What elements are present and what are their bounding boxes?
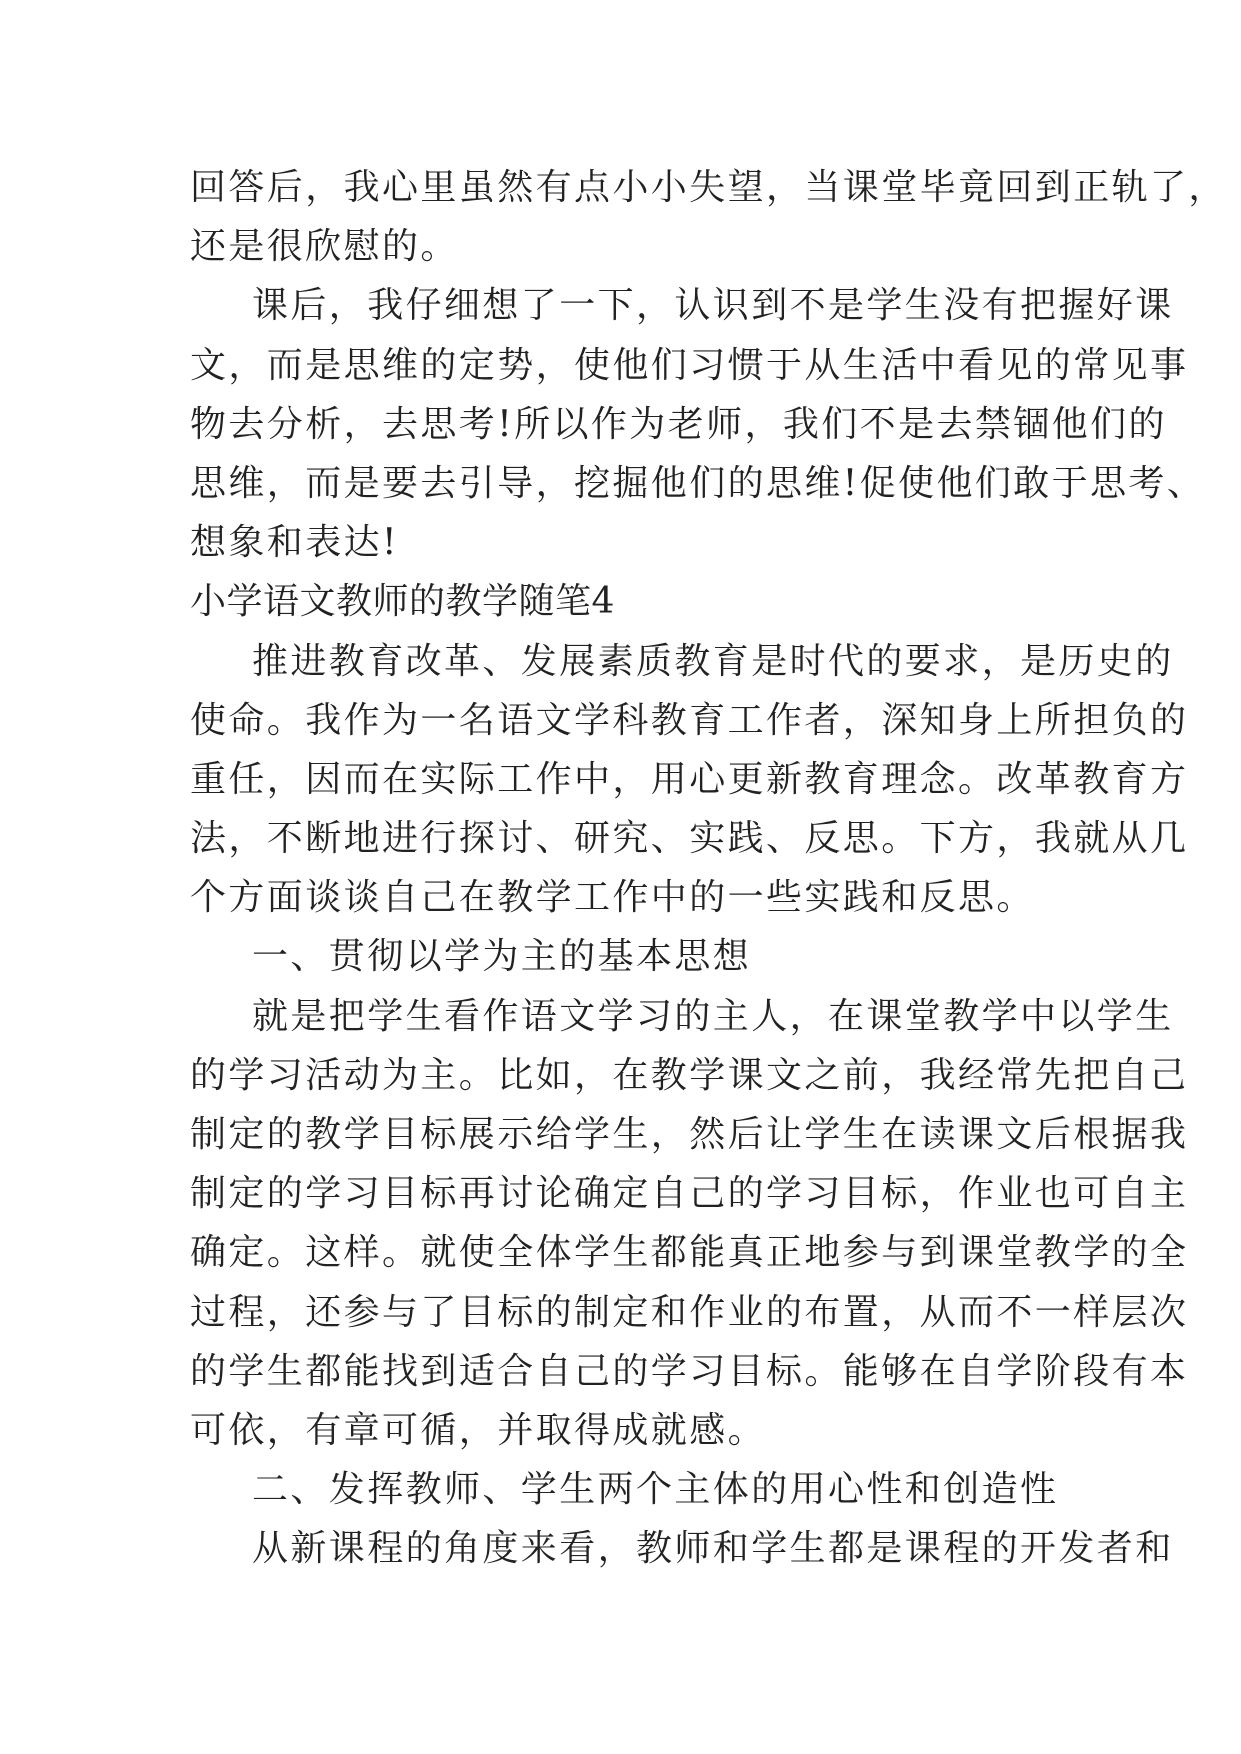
body-line: 文，而是思维的定势，使他们习惯于从生活中看见的常见事 (190, 344, 1189, 386)
body-line: 过程，还参与了目标的制定和作业的布置，从而不一样层次 (190, 1291, 1189, 1333)
body-line: 法，不断地进行探讨、研究、实践、反思。下方，我就从几 (190, 818, 1189, 860)
paragraph-start-line: 推进教育改革、发展素质教育是时代的要求，是历史的 (252, 640, 1174, 682)
body-line: 制定的学习目标再讨论确定自己的学习目标，作业也可自主 (190, 1173, 1189, 1215)
paragraph-start-line: 课后，我仔细想了一下，认识到不是学生没有把握好课 (252, 285, 1174, 327)
body-line: 的学习活动为主。比如，在教学课文之前，我经常先把自己 (190, 1054, 1189, 1096)
body-line: 个方面谈谈自己在教学工作中的一些实践和反思。 (190, 877, 1035, 919)
body-line: 的学生都能找到适合自己的学习目标。能够在自学阶段有本 (190, 1350, 1189, 1392)
body-line: 想象和表达! (190, 522, 399, 564)
body-line: 物去分析，去思考!所以作为老师，我们不是去禁锢他们的 (190, 403, 1167, 445)
body-line: 制定的教学目标展示给学生，然后让学生在读课文后根据我 (190, 1114, 1189, 1155)
paragraph-start-line: 就是把学生看作语文学习的主人，在课堂教学中以学生 (252, 995, 1174, 1037)
body-line: 还是很欣慰的。 (190, 226, 459, 268)
body-line: 确定。这样。就使全体学生都能真正地参与到课堂教学的全 (190, 1232, 1189, 1274)
subheading-line: 一、贯彻以学为主的基本思想 (252, 936, 752, 978)
paragraph-start-line: 从新课程的角度来看，教师和学生都是课程的开发者和 (252, 1528, 1174, 1570)
body-line: 使命。我作为一名语文学科教育工作者，深知身上所担负的 (190, 699, 1189, 741)
body-line: 可依，有章可循，并取得成就感。 (190, 1409, 767, 1451)
body-line: 思维，而是要去引导，挖掘他们的思维!促使他们敢于思考、 (190, 462, 1206, 504)
document-body (190, 158, 1227, 1579)
subheading-line: 二、发挥教师、学生两个主体的用心性和创造性 (252, 1469, 1059, 1511)
body-line: 重任，因而在实际工作中，用心更新教育理念。改革教育方 (190, 758, 1189, 800)
section-title: 小学语文教师的教学随笔4 (190, 581, 615, 623)
body-line: 回答后，我心里虽然有点小小失望，当课堂毕竟回到正轨了， (190, 167, 1227, 208)
